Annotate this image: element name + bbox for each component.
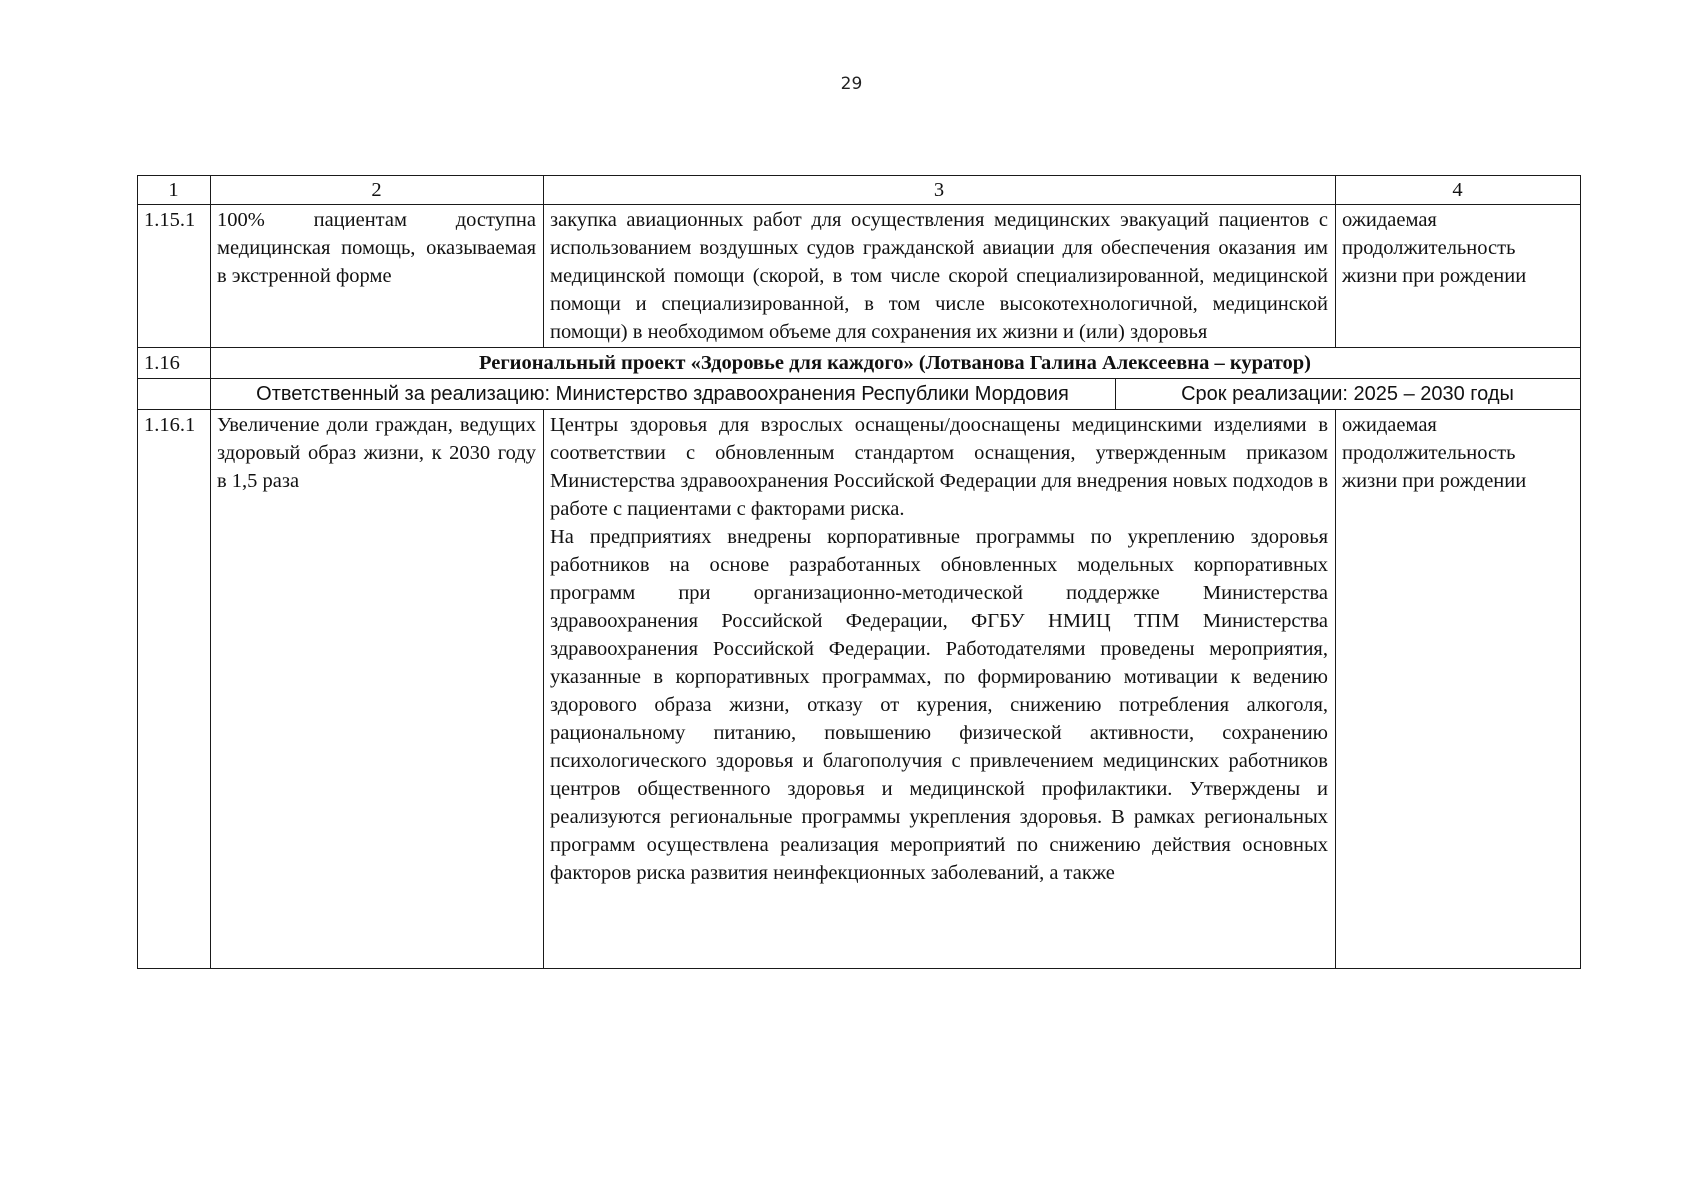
empty-cell — [138, 379, 211, 410]
row-number: 1.15.1 — [138, 205, 211, 348]
table-row-1-16-1 — [138, 410, 1581, 969]
result-paragraph-2: На предприятиях внедрены корпоративные программы по укреплению здоровья работников на основе разработанных обновленных модельных корпоративных программ при организационно-методической поддержке Министерства здравоохранения Российской Федерации, ФГБУ НМИЦ ТПМ Министерства здравоохранения Российской Федерации. Работодателями проведены мероприятия, указанные в корпоративных программах, по формированию мотивации к ведению здорового образа жизни, отказу от курения, снижению потребления алкоголя, рациональному питанию, повышению физической активности, сохранению психологического здоровья и благополучия с привлечением медицинских работников центров общественного здоровья и медицинской профилактики. Утверждены и реализуются региональные программы укрепления здоровья. В рамках региональных программ осуществлена реализация мероприятий по снижению действия основных факторов риска развития неинфекционных заболеваний, а также — [550, 526, 1328, 884]
column-header-1: 1 — [138, 176, 211, 205]
row-indicator: ожидаемая продолжительность жизни при рождении — [1336, 410, 1581, 969]
page-number: 29 — [840, 74, 863, 94]
row-goal: Увеличение доли граждан, ведущих здоровый образ жизни, к 2030 году в 1,5 раза — [211, 410, 544, 969]
project-title-row — [138, 348, 1581, 379]
column-header-3: 3 — [544, 176, 1336, 205]
row-result: закупка авиационных работ для осуществления медицинских эвакуаций пациентов с использованием воздушных судов гражданской авиации для обеспечения оказания им медицинской помощи (скорой, в том числе скорой специализированной, медицинской помощи и специализированной, в том числе высокотехнологичной, медицинской помощи) в необходимом объеме для сохранения их жизни и (или) здоровья — [544, 205, 1336, 348]
column-header-2: 2 — [211, 176, 544, 205]
table-row-1-15-1 — [138, 205, 1581, 348]
project-number: 1.16 — [138, 348, 211, 379]
document-table — [137, 175, 1581, 969]
table-header-row — [138, 176, 1581, 205]
column-header-4: 4 — [1336, 176, 1581, 205]
responsible-executor: Ответственный за реализацию: Министерство здравоохранения Республики Мордовия — [211, 379, 1116, 410]
project-info-row — [138, 379, 1581, 410]
row-goal: 100% пациентам доступна медицинская помощь, оказываемая в экстренной форме — [211, 205, 544, 348]
result-paragraph-1: Центры здоровья для взрослых оснащены/дооснащены медицинскими изделиями в соответствии с обновленным стандартом оснащения, утвержденным приказом Министерства здравоохранения Российской Федерации для внедрения новых подходов в работе с пациентами с факторами риска. — [550, 414, 1328, 520]
row-result — [544, 410, 1336, 969]
row-indicator: ожидаемая продолжительность жизни при рождении — [1336, 205, 1581, 348]
row-number: 1.16.1 — [138, 410, 211, 969]
project-title: Региональный проект «Здоровье для каждого» (Лотванова Галина Алексеевна – куратор) — [211, 348, 1581, 379]
implementation-term: Срок реализации: 2025 – 2030 годы — [1116, 379, 1581, 410]
